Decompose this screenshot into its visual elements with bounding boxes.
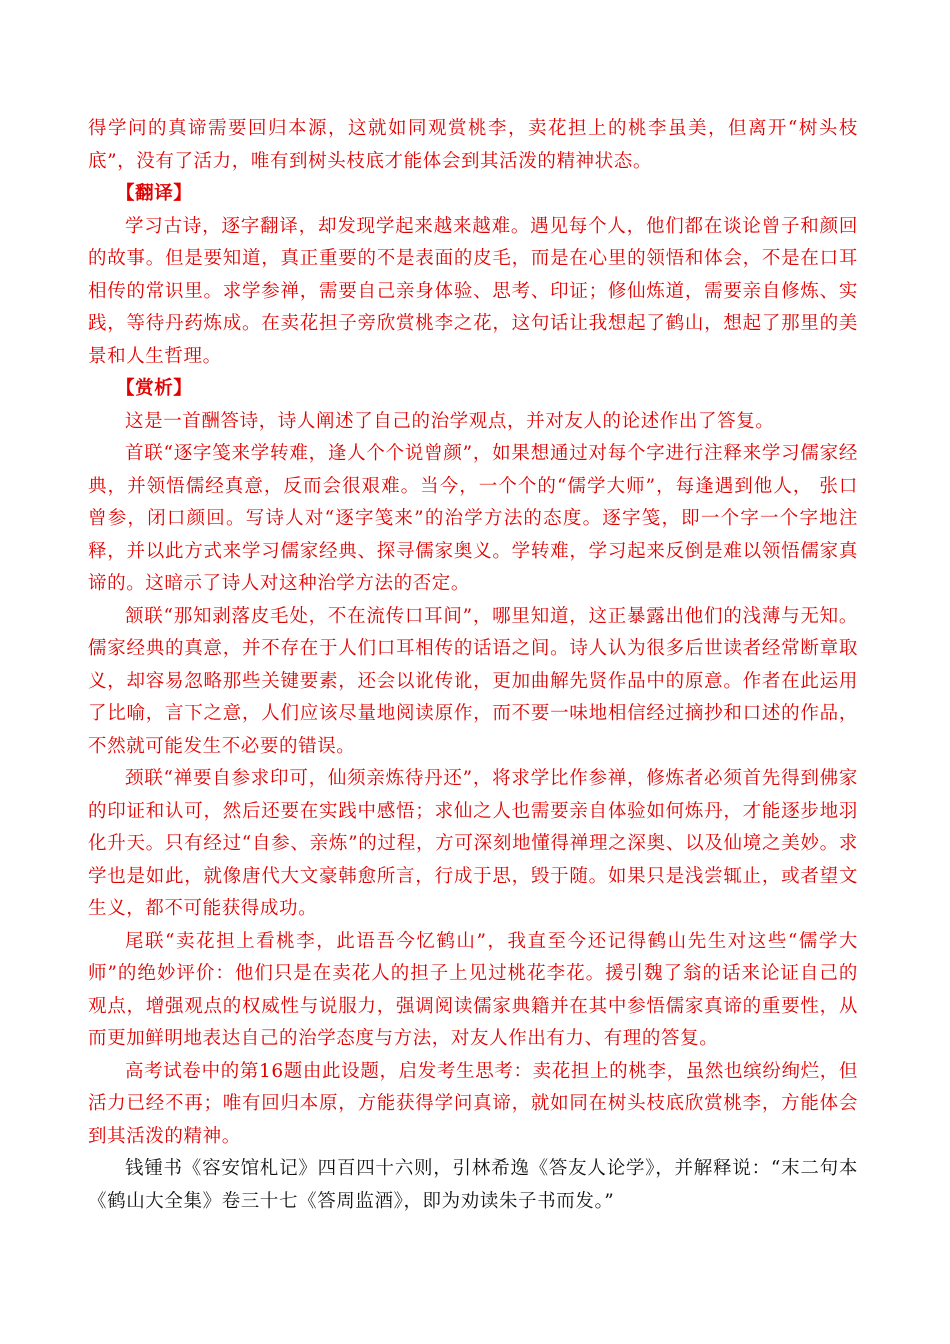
heading-translation: 【翻译】: [116, 183, 193, 204]
paragraph-citation: 钱锺书《容安馆札记》四百四十六则，引林希逸《答友人论学》，并解释说：“末二句本《鹤山大全集》卷三十七《答周监酒》，即为劝读朱子书而发。”: [88, 1158, 858, 1212]
paragraph-continuation: 得学问的真谛需要回归本源，这就如同观赏桃李，卖花担上的桃李虽美，但离开“树头枝底”，没有了活力，唯有到树头枝底才能体会到其活泼的精神状态。: [88, 118, 858, 172]
paragraph-third-couplet: 颈联“禅要自参求印可，仙须亲炼待丹还”，将求学比作参禅，修炼者必须首先得到佛家的印证和认可，然后还要在实践中感悟；求仙之人也需要亲自体验如何炼丹，才能逐步地羽化升天。只有经过“自参、亲炼”的过程，方可深刻地懂得禅理之深奥、以及仙境之美妙。求学也是如此，就像唐代大文豪韩愈所言，行成于思，毁于随。如果只是浅尝辄止，或者望文生义，都不可能获得成功。: [88, 768, 858, 919]
paragraph-last-couplet: 尾联“卖花担上看桃李，此语吾今忆鹤山”，我直至今还记得鹤山先生对这些“儒学大师”的绝妙评价：他们只是在卖花人的担子上见过桃花李花。援引魏了翁的话来论证自己的观点，增强观点的权威性与说服力，强调阅读儒家典籍并在其中参悟儒家真谛的重要性，从而更加鲜明地表达自己的治学态度与方法，对友人作出有力、有理的答复。: [88, 930, 858, 1049]
paragraph-intro: 这是一首酬答诗，诗人阐述了自己的治学观点，并对友人的论述作出了答复。: [125, 410, 775, 432]
document-page: [88, 113, 858, 1218]
heading-appreciation: 【赏析】: [116, 378, 193, 399]
paragraph-exam-note: 高考试卷中的第16题由此设题，启发考生思考：卖花担上的桃李，虽然也缤纷绚烂，但活力已经不再；唯有回归本原，方能获得学问真谛，就如同在树头枝底欣赏桃李，方能体会到其活泼的精神。: [88, 1060, 858, 1147]
paragraph-first-couplet: 首联“逐字笺来学转难，逢人个个说曾颜”，如果想通过对每个字进行注释来学习儒家经典，并领悟儒经真意，反而会很艰难。当今，一个个的“儒学大师”，每逢遇到他人， 张口曾参，闭口颜回。写诗人对“逐字笺来”的治学方法的态度。逐字笺，即一个字一个字地注释，并以此方式来学习儒家经典、探寻儒家奥义。学转难，学习起来反倒是难以领悟儒家真谛的。这暗示了诗人对这种治学方法的否定。: [88, 443, 858, 594]
paragraph-translation: 学习古诗，逐字翻译，却发现学起来越来越难。遇见每个人，他们都在谈论曾子和颜回的故事。但是要知道，真正重要的不是表面的皮毛，而是在心里的领悟和体会，不是在口耳相传的常识里。求学参禅，需要自己亲身体验、思考、印证；修仙炼道，需要亲自修炼、实践，等待丹药炼成。在卖花担子旁欣赏桃李之花，这句话让我想起了鹤山，想起了那里的美景和人生哲理。: [88, 215, 858, 367]
paragraph-second-couplet: 颔联“那知剥落皮毛处，不在流传口耳间”，哪里知道，这正暴露出他们的浅薄与无知。儒家经典的真意，并不存在于人们口耳相传的话语之间。诗人认为很多后世读者经常断章取义，却容易忽略那些关键要素，还会以讹传讹，更加曲解先贤作品中的原意。作者在此运用了比喻，言下之意，人们应该尽量地阅读原作，而不要一味地相信经过摘抄和口述的作品，不然就可能发生不必要的错误。: [88, 605, 858, 757]
